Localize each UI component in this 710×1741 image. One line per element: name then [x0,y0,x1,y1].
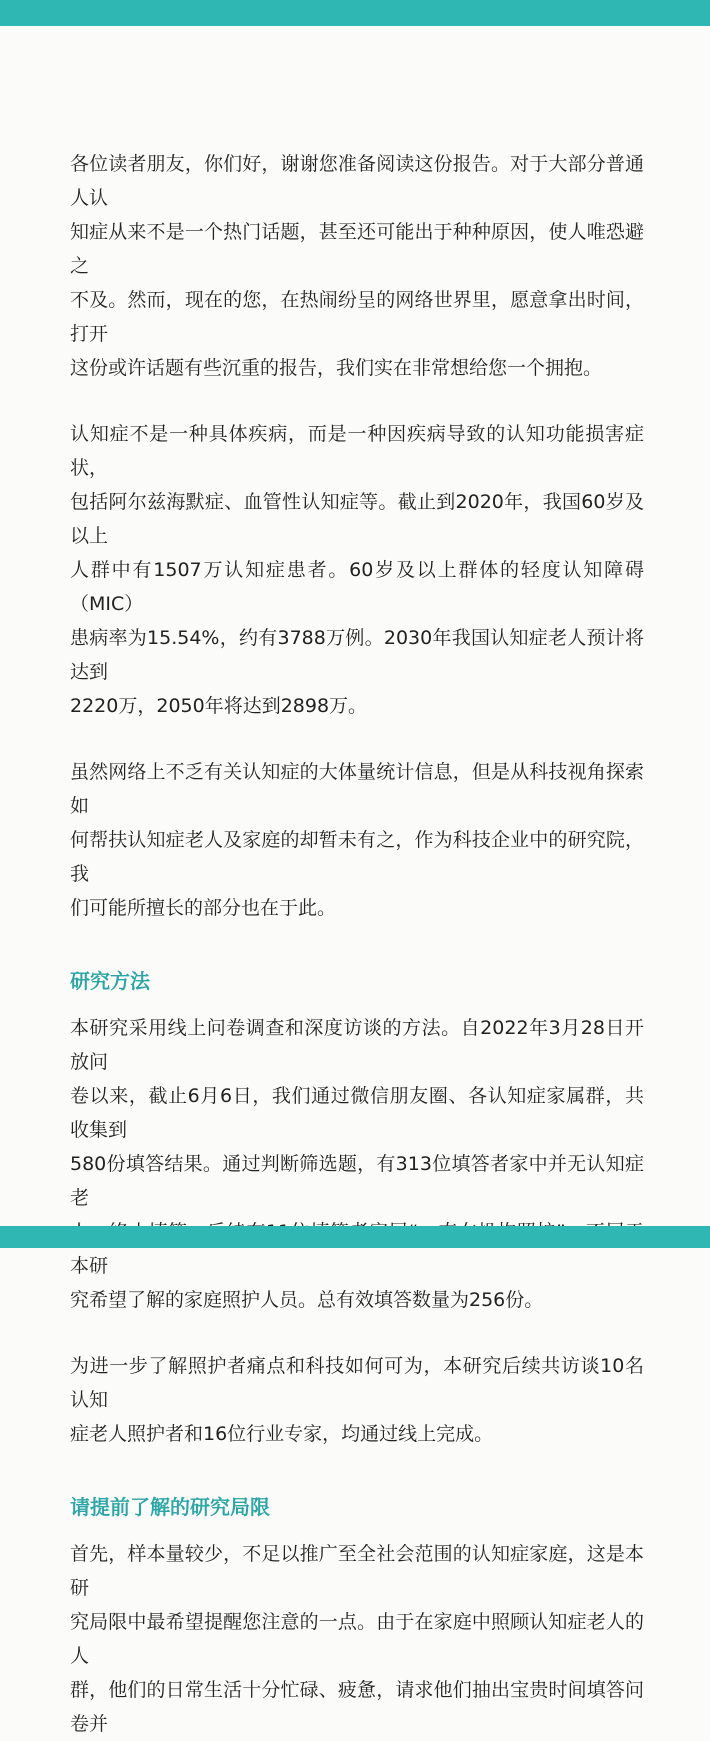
methods-paragraph-survey: 本研究采用线上问卷调查和深度访谈的方法。自2022年3月28日开放问 卷以来，截止6月6日，我们通过微信朋友圈、各认知症家属群，共收集到 580份填答结果。通过判断筛选题，有313位填答者家中并无认知症老 本研 究希望了解的家庭照护人员。总有效填答数量为256份。 [70,1017,644,1311]
bottom-accent-bar [0,1226,710,1248]
intro-paragraph-perspective: 虽然网络上不乏有关认知症的大体量统计信息，但是从科技视角探索如 何帮扶认知症老人及家庭的却暂未有之，作为科技企业中的研究院，我 们可能所擅长的部分也在于此。 [70,761,644,919]
methods-paragraph-interviews: 为进一步了解照护者痛点和科技如何可为，本研究后续共访谈10名认知 症老人照护者和16位行业专家，均通过线上完成。 [70,1355,644,1445]
intro-paragraph-statistics: 认知症不是一种具体疾病，而是一种因疾病导致的认知功能损害症状， 包括阿尔兹海默症、血管性认知症等。截止到2020年，我国60岁及以上 人群中有1507万认知症患者。60岁及以上群体的轻度认知障碍（MIC） 患病率为15.54%，约有3788万例。2030年我国认知症老人预计将达到 2220万，2050年将达到2898万。 [70,423,644,717]
section-heading-limitations: 请提前了解的研究局限 [70,1495,270,1519]
report-body [70,147,644,1741]
limitations-paragraph-sample: 首先，样本量较少，不足以推广至全社会范围的认知症家庭，这是本研 究局限中最希望提醒您注意的一点。由于在家庭中照顾认知症老人的人 群，他们的日常生活十分忙碌、疲惫，请求他们抽出宝贵时间填答问卷并 [70,1543,644,1735]
section-heading-methods: 研究方法 [70,969,150,993]
top-accent-bar [0,0,710,26]
intro-paragraph-greeting: 各位读者朋友，你们好，谢谢您准备阅读这份报告。对于大部分普通人认 知症从来不是一个热门话题，甚至还可能出于种种原因，使人唯恐避之 不及。然而，现在的您，在热闹纷呈的网络世界里，愿意拿出时间，打开 这份或许话题有些沉重的报告，我们实在非常想给您一个拥抱。 [70,153,644,379]
